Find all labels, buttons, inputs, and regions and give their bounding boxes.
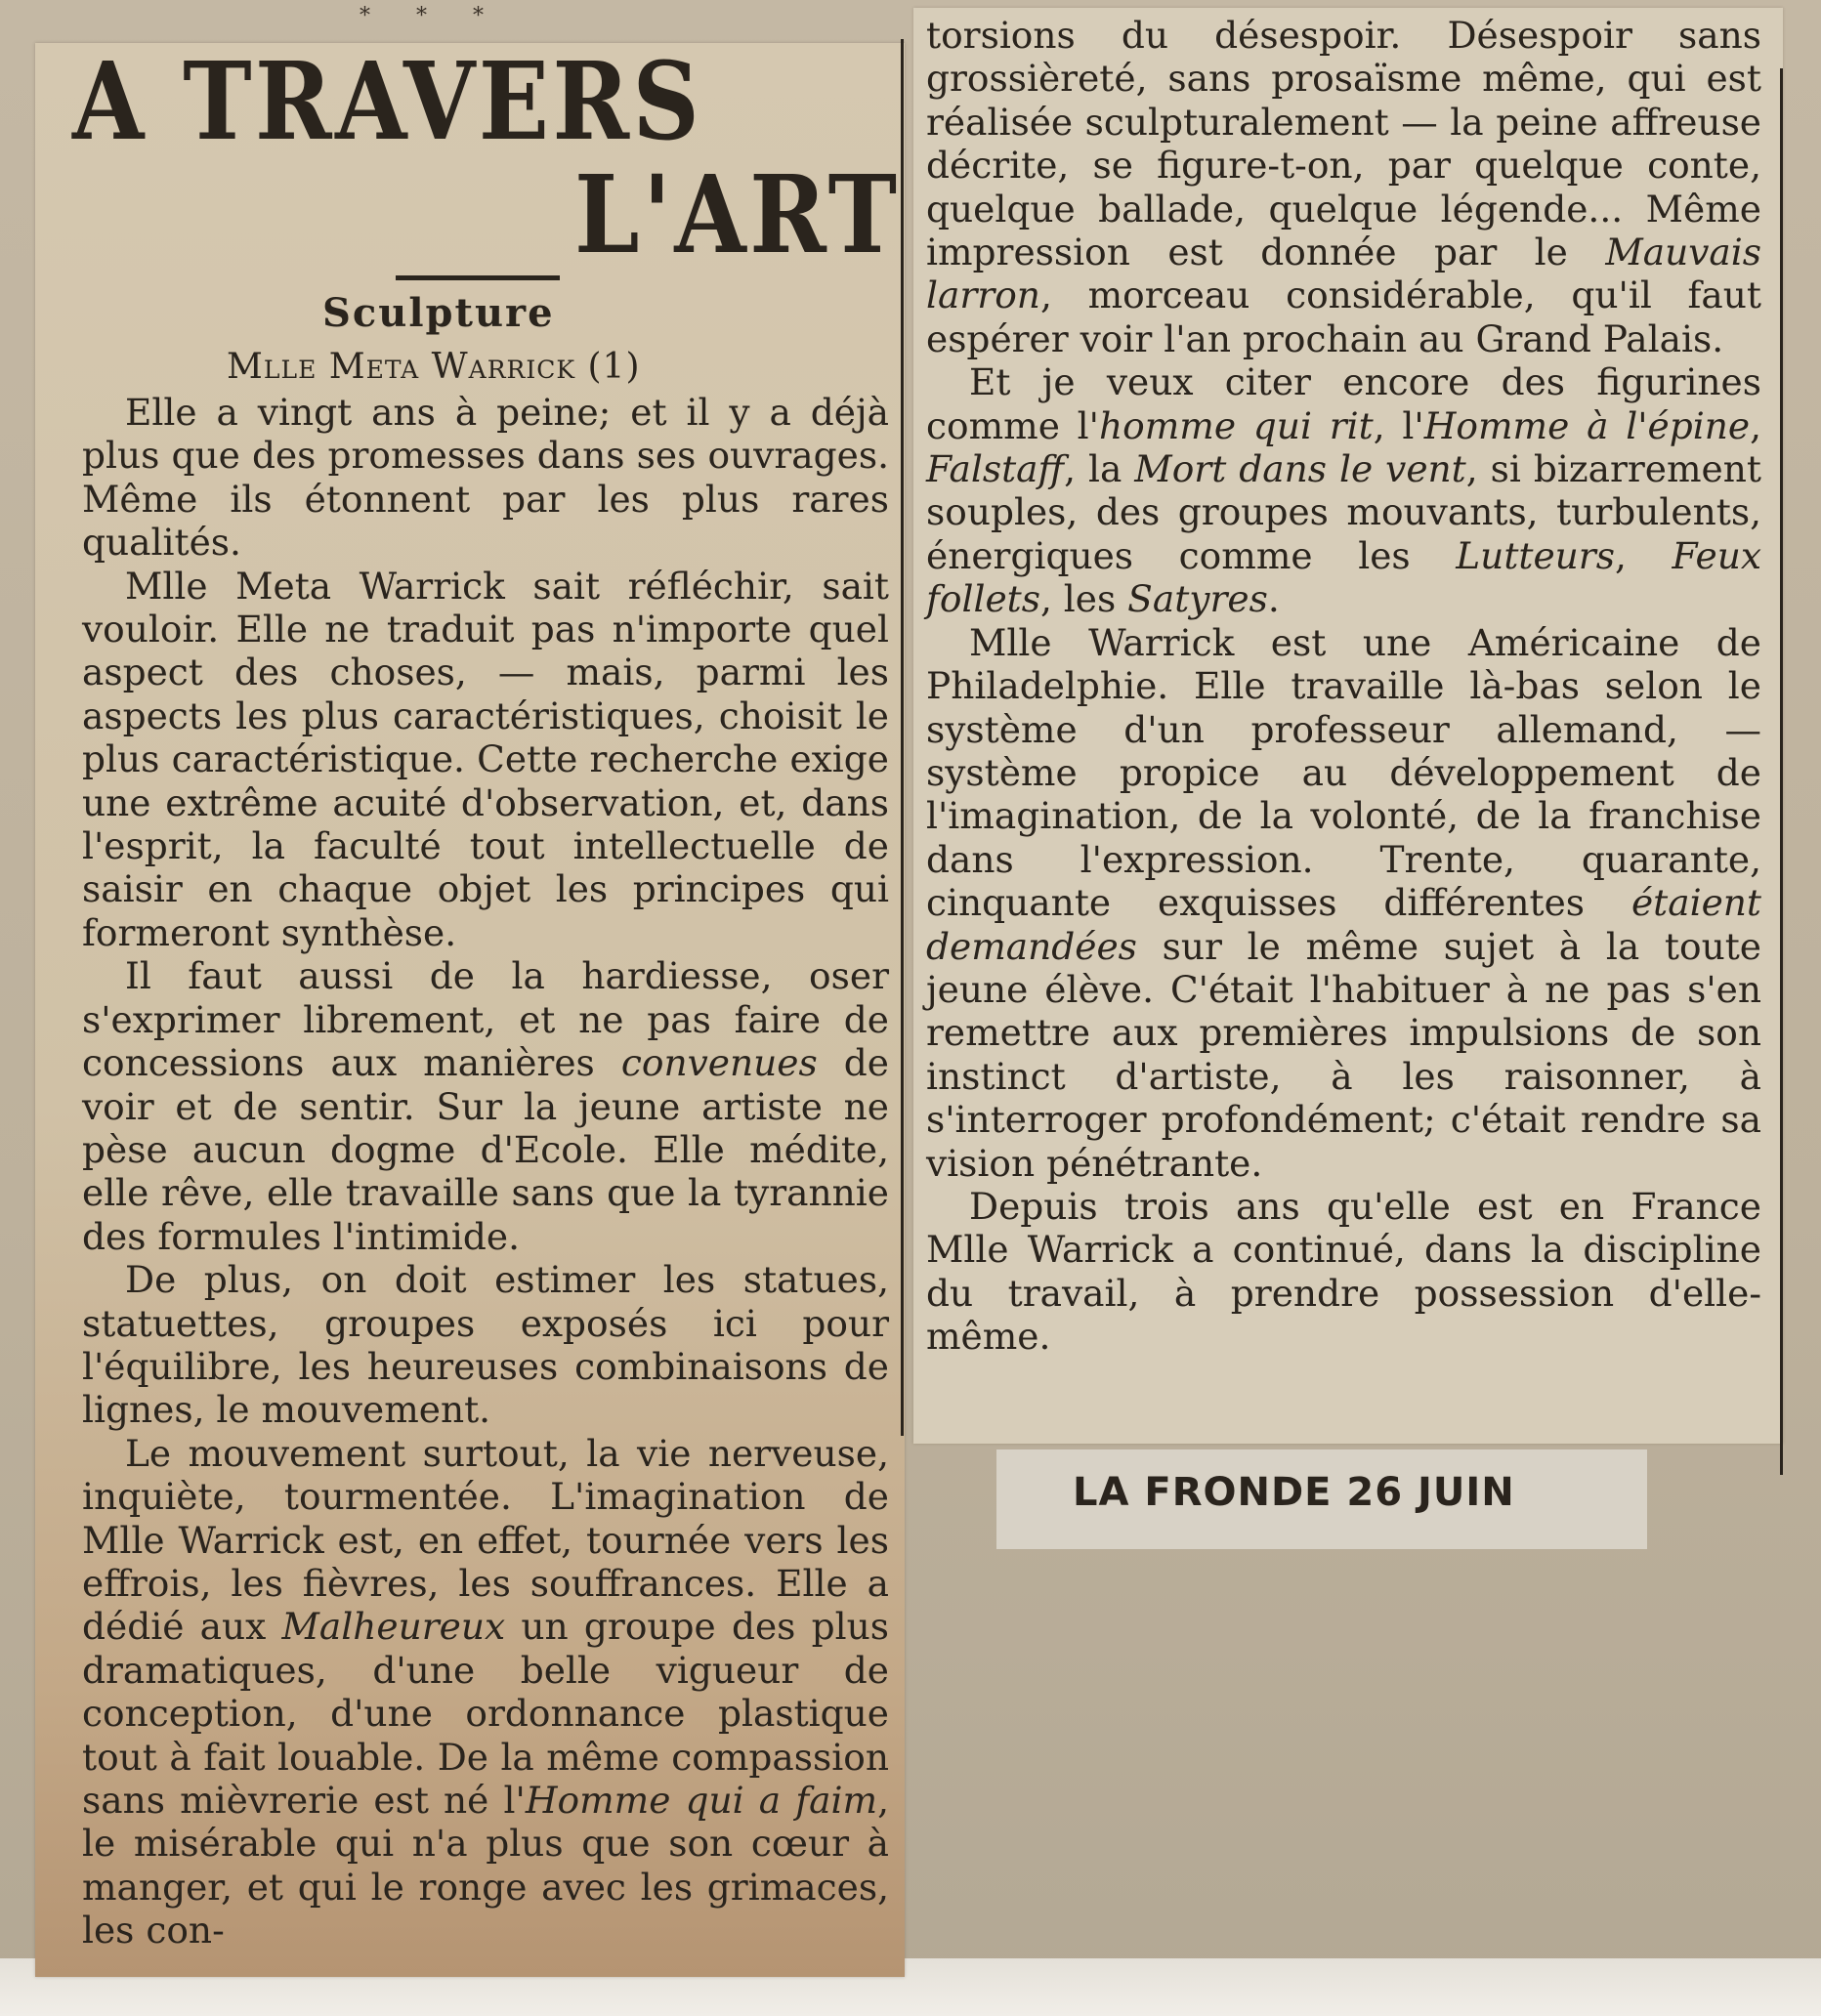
italic-title: Homme qui a faim bbox=[525, 1779, 878, 1822]
italic-title: Falstaff bbox=[926, 447, 1065, 491]
paragraph-text: Le mouvement surtout, la vie nerveuse, inquiète, tourmentée. L'imagination de Mlle Warrick est, en effet, tournée vers les effrois, les fièvres, les souffrances. Elle a dédié aux bbox=[82, 1431, 889, 1649]
paragraph bbox=[82, 1258, 889, 1432]
italic-title: Mort dans le vent bbox=[1134, 447, 1466, 491]
paragraph-text: un groupe des plus dramatiques, d'une belle vigueur de conception, d'une ordonnance plastique tout à fait louable. De la même compassion sans mièvrerie est né l' bbox=[82, 1605, 890, 1822]
paragraph-text: torsions du désespoir. Désespoir sans grossièreté, sans prosaïsme même, qui est réalisée sculpturalement — la peine affreuse décrite, se figure-t-on, par quelque conte, quelque ballade, quelque légende... Même impression est donnée par le bbox=[926, 14, 1761, 274]
headline-rule bbox=[396, 275, 560, 280]
paragraph-text: , morceau considérable, qu'il faut espérer voir l'an prochain au Grand Palais. bbox=[926, 273, 1761, 360]
paragraph-text: Et je veux citer encore des figurines comme l' bbox=[926, 360, 1761, 447]
paragraph-text: de voir et de sentir. Sur la jeune artiste ne pèse aucun dogme d'Ecole. Elle médite, elle rêve, elle travaille sans que la tyrannie des formules l'intimide. bbox=[82, 1041, 890, 1258]
article-column-right bbox=[926, 14, 1761, 1359]
paragraph bbox=[82, 954, 889, 1258]
paragraph bbox=[926, 1185, 1761, 1359]
column-rule bbox=[901, 39, 904, 1436]
paragraph bbox=[926, 360, 1761, 620]
paragraph bbox=[926, 621, 1761, 1185]
headline-line-2: L'ART bbox=[574, 151, 901, 277]
paragraph-text: , si bizarrement souples, des groupes mouvants, turbulents, énergiques comme les bbox=[926, 447, 1761, 577]
paragraph bbox=[926, 14, 1761, 360]
paragraph-text: Mlle Warrick est une Américaine de Philadelphie. Elle travaille là-bas selon le système d'un professeur allemand, — système propice au développement de l'imagination, de la volonté, de la franchise dans l'expression. Trente, quarante, cinquante exquisses différentes bbox=[926, 620, 1761, 925]
paragraph-text: , les bbox=[1039, 577, 1128, 621]
paragraph-text: , la bbox=[1064, 447, 1135, 491]
paragraph bbox=[82, 391, 889, 565]
paragraph-text: Mlle Meta Warrick sait réfléchir, sait vouloir. Elle ne traduit pas n'importe quel aspect des choses, — mais, parmi les aspects les plus caractéristiques, choisit le plus caractéristique. Cette recherche exige une extrême acuité d'observation, et, dans l'esprit, la faculté tout intellectuelle de saisir en chaque objet les principes qui formeront synthèse. bbox=[82, 564, 889, 954]
paragraph-text: , le misérable qui n'a plus que son cœur à manger, et qui le ronge avec les grimaces, les con- bbox=[82, 1779, 889, 1953]
paragraph-text: , bbox=[1750, 403, 1761, 447]
italic-title: Feux follets bbox=[926, 533, 1762, 621]
top-stars: * * * bbox=[360, 4, 503, 28]
headline-line-1: A TRAVERS bbox=[72, 38, 703, 164]
italic-title: Malheureux bbox=[281, 1605, 506, 1649]
italic-title: Mauvais larron bbox=[926, 231, 1761, 317]
byline: Mlle Meta Warrick (1) bbox=[227, 347, 641, 387]
right-border-rule bbox=[1780, 68, 1783, 1475]
paragraph-text: De plus, on doit estimer les statues, statuettes, groupes exposés ici pour l'équilibre, les heureuses combinaisons de lignes, le mouvement. bbox=[82, 1258, 889, 1432]
paragraph bbox=[82, 565, 889, 955]
paragraph-text: sur le même sujet à la toute jeune élève. C'était l'habituer à ne pas s'en remettre aux premières impulsions de son instinct d'artiste, à les raisonner, à s'interroger profondément; c'était rendre sa vision pénétrante. bbox=[926, 924, 1761, 1185]
italic-title: homme qui rit bbox=[1098, 403, 1374, 447]
source-label: LA FRONDE 26 JUIN bbox=[1073, 1470, 1515, 1515]
paragraph-text: . bbox=[1267, 577, 1280, 621]
article-column-left bbox=[82, 391, 889, 1953]
paragraph-text: , bbox=[1614, 533, 1673, 577]
italic-phrase: convenues bbox=[620, 1041, 818, 1085]
paragraph-text: Elle a vingt ans à peine; et il y a déjà plus que des promesses dans ses ouvrages. Même ils étonnent par les plus rares qualités. bbox=[82, 391, 889, 565]
section-title: Sculpture bbox=[322, 290, 555, 336]
paragraph-text: Il faut aussi de la hardiesse, oser s'exprimer librement, et ne pas faire de concessions aux manières bbox=[82, 954, 889, 1085]
paragraph-text: , l' bbox=[1373, 403, 1424, 447]
italic-title: Satyres bbox=[1127, 577, 1268, 621]
italic-title: Lutteurs bbox=[1456, 533, 1615, 577]
italic-phrase: étaient demandées bbox=[926, 881, 1761, 968]
paragraph bbox=[82, 1432, 889, 1953]
italic-title: Homme à l'épine bbox=[1423, 403, 1751, 447]
paragraph-text: Depuis trois ans qu'elle est en France Mlle Warrick a continué, dans la discipline du travail, à prendre possession d'elle-même. bbox=[926, 1184, 1761, 1359]
